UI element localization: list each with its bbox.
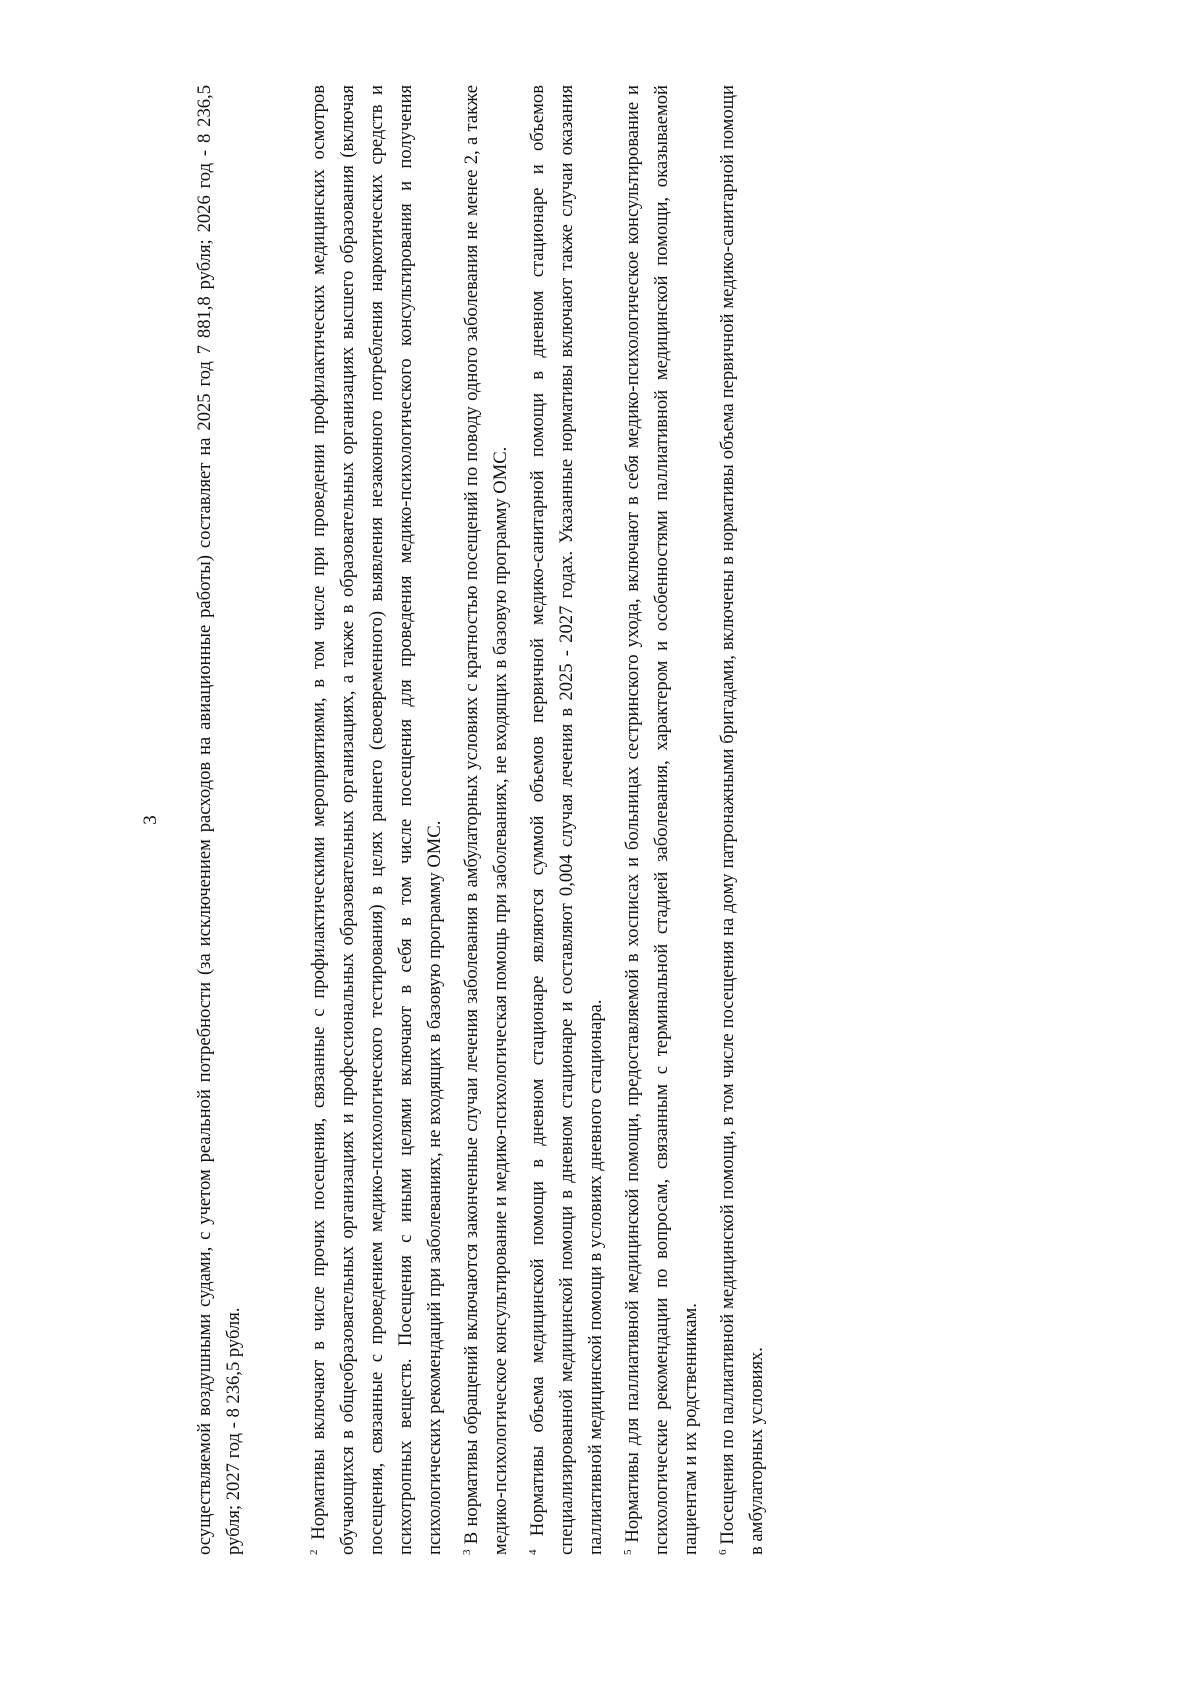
continuation-paragraph: осуществляемой воздушными судами, с учетом реальной потребности (за исключением расходов на авиационные работы) составляет на 2025 год 7 881,8 рубля; 2026 год - 8 236,5 рубля; 2027 год - 8 236,5 рубля. bbox=[194, 85, 244, 1555]
footnote-text: Посещения по паллиативной медицинской помощи, в том числе посещения на дому патронажными бригадами, включены в нормативы объема первичной медико-санитарной помощи в амбулаторных условиях. bbox=[717, 85, 767, 1555]
footnote-text: Нормативы включают в числе прочих посещения, связанные с профилактическими мероприятиями, в том числе при проведении профилактических медицинских осмотров обучающихся в общеобразовательных организациях и профессиональных образовательных организациях, а также в образовательных организациях высшего образования (включая посещения, связанные с проведением медико-психологического тестирования) в целях раннего (своевременного) выявления незаконного потребления наркотических средств и психотропных веществ. bbox=[308, 84, 416, 1555]
footnote-3 bbox=[457, 85, 515, 1555]
footnote-paragraph bbox=[713, 85, 771, 1555]
footnote-marker: 5 bbox=[621, 1549, 634, 1555]
footnote-separator-space bbox=[248, 85, 304, 1555]
page-number: 3 bbox=[140, 815, 161, 825]
footnote-paragraph bbox=[523, 85, 610, 1555]
footnote-text: Посещения с иными целями включают в себя в том числе посещения для проведения медико-психологического консультирования и получения психологических рекомендаций при заболеваниях, не входящих в базовую программу ОМС. bbox=[395, 85, 445, 1555]
footnote-marker: 2 bbox=[307, 1549, 320, 1555]
footnote-text: Нормативы для паллиативной медицинской помощи, предоставляемой в хосписах и больницах сестринского ухода, включают в себя медико-психологическое консультирование и психологические рекомендации по вопросам, связанным с терминальной стадией заболевания, характером и особенностями паллиативной медицинской помощи, оказываемой пациентам и их родственникам. bbox=[622, 85, 701, 1555]
footnote-text: В нормативы обращений включаются законченные случаи лечения заболевания в амбулаторных условиях с кратностью посещений по поводу одного заболевания не менее 2, а также медико-психологическое консультирование и медико-психологическая помощь при заболеваниях, не входящих в базовую программу ОМС. bbox=[461, 85, 511, 1555]
footnote-marker: 6 bbox=[716, 1549, 729, 1555]
footnote-5 bbox=[618, 85, 705, 1555]
footnote-paragraph bbox=[618, 85, 705, 1555]
footnote-text: Нормативы объема медицинской помощи в дневном стационаре являются суммой объемов первичной медико-санитарной помощи в дневном стационаре и объемов специализированной медицинской помощи в дневном стационаре и составляют 0,004 случая лечения в 2025 - 2027 годах. Указанные нормативы включают также случаи оказания паллиативной медицинской помощи в условиях дневного стационара. bbox=[527, 85, 606, 1555]
footnote-paragraph bbox=[457, 85, 515, 1555]
footnote-6 bbox=[713, 85, 771, 1555]
footnote-marker: 4 bbox=[526, 1549, 539, 1555]
footnote-2 bbox=[304, 85, 449, 1555]
footnote-marker: 3 bbox=[460, 1549, 473, 1555]
footnote-4 bbox=[523, 85, 610, 1555]
rotated-text-block bbox=[140, 85, 779, 1555]
footnote-paragraph bbox=[304, 85, 449, 1555]
